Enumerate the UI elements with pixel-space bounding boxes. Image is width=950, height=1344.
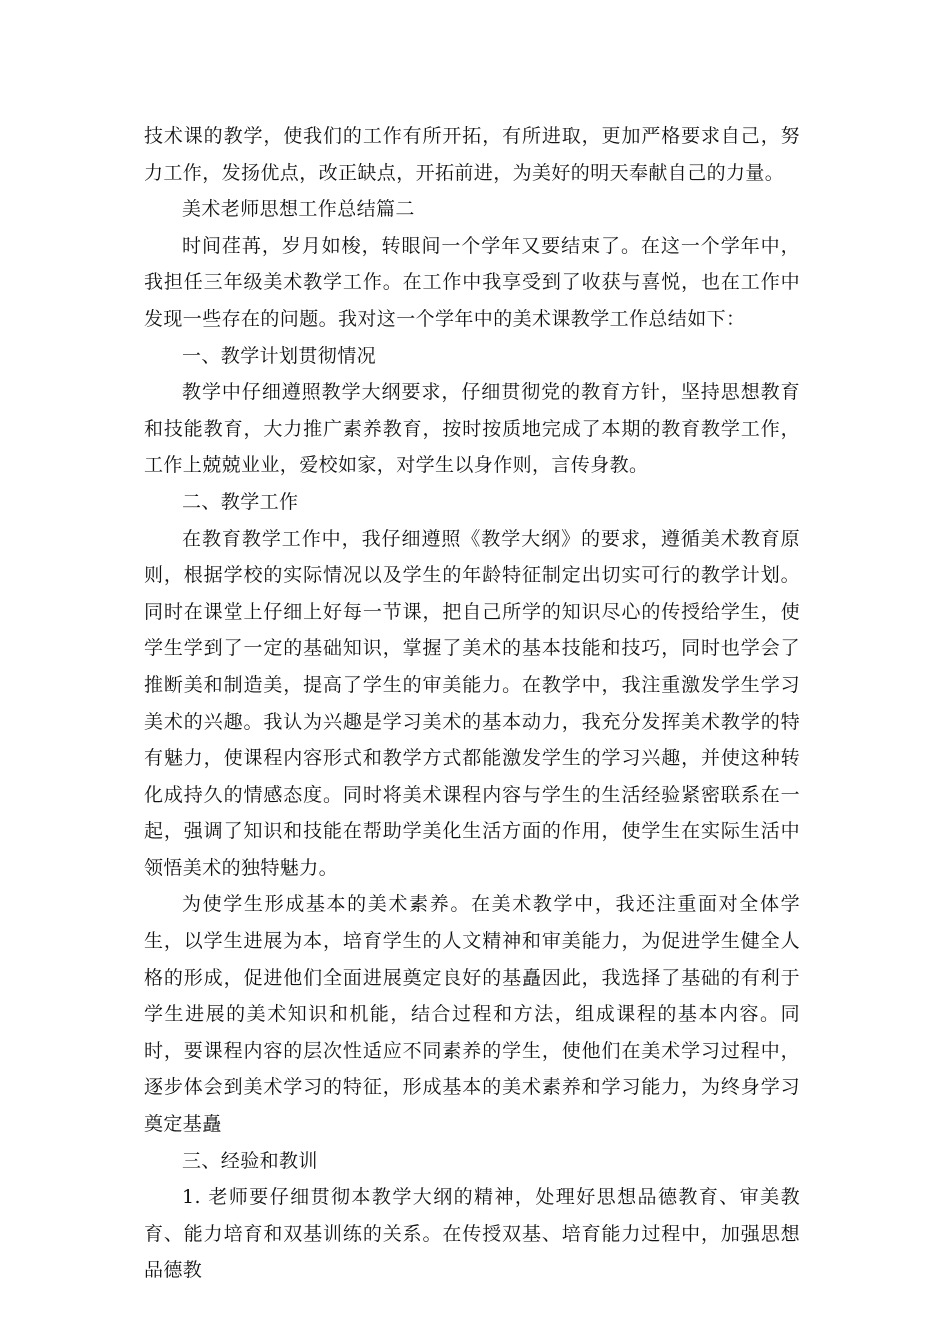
heading-teaching-work: 二、教学工作 (182, 490, 299, 513)
intro-paragraph: 时间荏苒，岁月如梭，转眼间一个学年又要结束了。在这一个学年中，我担任三年级美术教学工作。在工作中我享受到了收获与喜悦，也在工作中发现一些存在的问题。我对这一个学年中的美术课教学工作总结如下： (144, 234, 800, 330)
document-page (144, 118, 800, 1289)
teaching-plan-paragraph: 教学中仔细遵照教学大纲要求，仔细贯彻党的教育方针，坚持思想教育和技能教育，大力推广素养教育，按时按质地完成了本期的教育教学工作，工作上兢兢业业，爱校如家，对学生以身作则，言传身教。 (144, 381, 800, 477)
experience-item-1: 1. 老师要仔细贯彻本教学大纲的精神，处理好思想品德教育、审美教育、能力培育和双基训练的关系。在传授双基、培育能力过程中，加强思想品德教 (144, 1186, 800, 1282)
section-title: 美术老师思想工作总结篇二 (182, 198, 415, 221)
art-literacy-paragraph: 为使学生形成基本的美术素养。在美术教学中，我还注重面对全体学生，以学生进展为本，培育学生的人文精神和审美能力，为促进学生健全人格的形成，促进他们全面进展奠定良好的基矗因此，我选择了基础的有利于学生进展的美术知识和机能，结合过程和方法，组成课程的基本内容。同时，要课程内容的层次性适应不同素养的学生，使他们在美术学习过程中，逐步体会到美术学习的特征，形成基本的美术素养和学习能力，为终身学习奠定基矗 (144, 893, 800, 1136)
heading-teaching-plan: 一、教学计划贯彻情况 (182, 344, 377, 367)
teaching-work-paragraph: 在教育教学工作中，我仔细遵照《教学大纲》的要求，遵循美术教育原则，根据学校的实际情况以及学生的年龄特征制定出切实可行的教学计划。同时在课堂上仔细上好每一节课，把自己所学的知识尽心的传授给学生，使学生学到了一定的基础知识，掌握了美术的基本技能和技巧，同时也学会了推断美和制造美，提高了学生的审美能力。在教学中，我注重激发学生学习美术的兴趣。我认为兴趣是学习美术的基本动力，我充分发挥美术教学的特有魅力，使课程内容形式和教学方式都能激发学生的学习兴趣，并使这种转化成持久的情感态度。同时将美术课程内容与学生的生活经验紧密联系在一起，强调了知识和技能在帮助学美化生活方面的作用，使学生在实际生活中领悟美术的独特魅力。 (144, 527, 800, 879)
continuation-paragraph: 技术课的教学，使我们的工作有所开拓，有所进取，更加严格要求自己，努力工作，发扬优点，改正缺点，开拓前进，为美好的明天奉献自己的力量。 (144, 125, 800, 184)
heading-experience: 三、经验和教训 (182, 1149, 318, 1172)
